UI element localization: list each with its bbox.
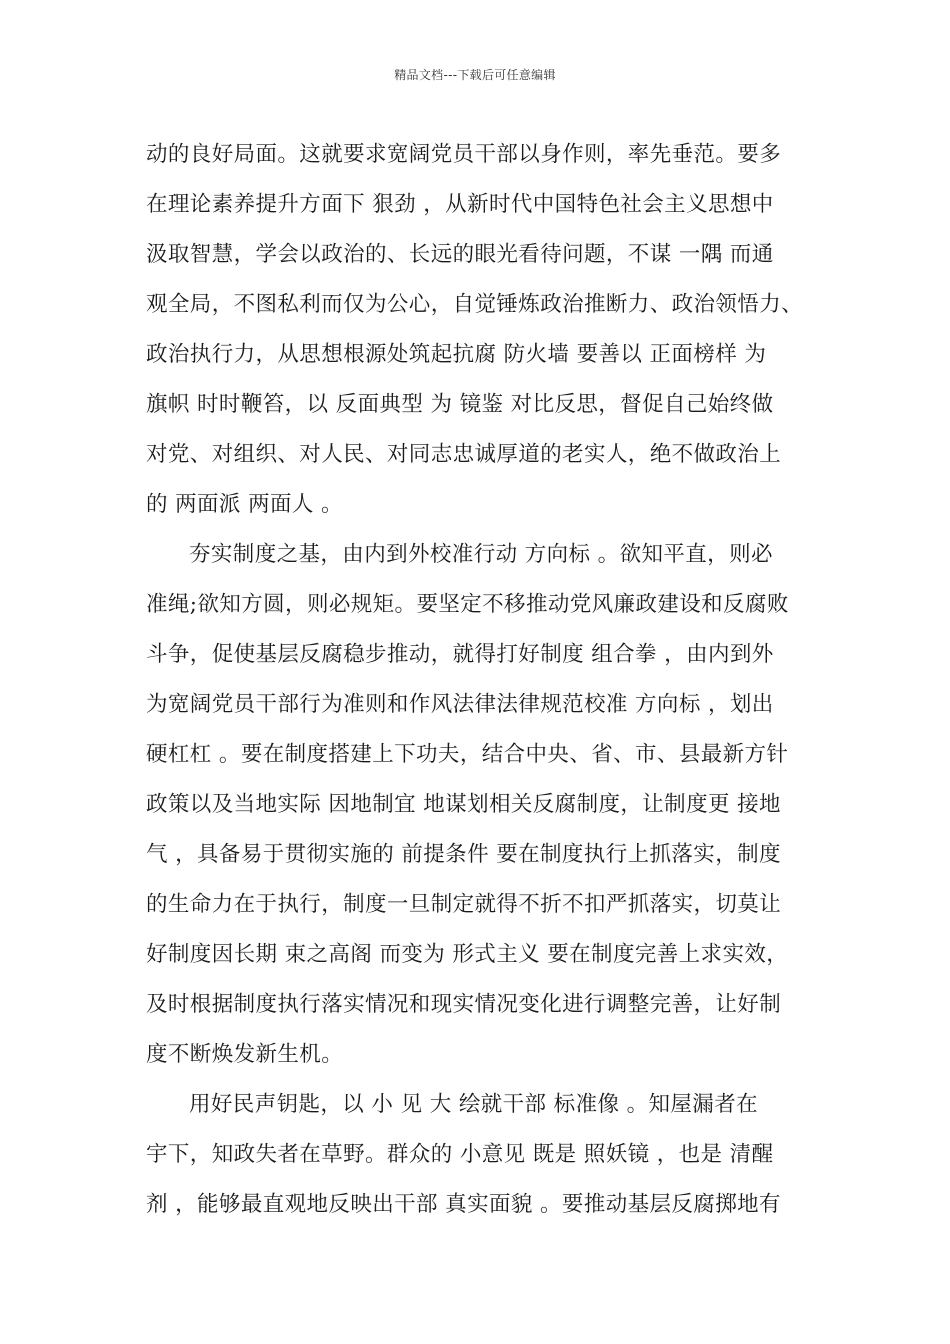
text-line: 为宽阔党员干部行为准则和作风法律法律规范校准 方向标 ，划出 [146,692,774,717]
text-line: 政治执行力，从思想根源处筑起抗腐 防火墙 要善以 正面榜样 为 [146,342,767,367]
text-line: 汲取智慧，学会以政治的、长远的眼光看待问题，不谋 一隅 而通 [146,242,774,267]
text-line: 及时根据制度执行落实情况和现实情况变化进行调整完善，让好制 [146,992,782,1017]
text-line: 好制度因长期 束之高阁 而变为 形式主义 要在制度完善上求实效， [146,942,789,967]
text-line: 在理论素养提升方面下 狠劲 ，从新时代中国特色社会主义思想中 [146,192,774,217]
text-line: 准绳;欲知方圆，则必规矩。要坚定不移推动党风廉政建设和反腐败 [146,592,789,617]
text-line: 对党、对组织、对人民、对同志忠诚厚道的老实人，绝不做政治上 [146,442,782,467]
page-header: 精品文档---下载后可任意编辑 [394,68,556,82]
text-line: 的 两面派 两面人 。 [146,492,343,517]
document-body [146,130,836,1230]
text-line: 硬杠杠 。要在制度搭建上下功夫，结合中央、省、市、县最新方针 [146,742,789,767]
text-line: 剂 ，能够最直观地反映出干部 真实面貌 。要推动基层反腐掷地有 [146,1192,781,1217]
text-line: 斗争，促使基层反腐稳步推动，就得打好制度 组合拳 ，由内到外 [146,642,774,667]
text-line: 度不断焕发新生机。 [146,1042,344,1067]
text-line: 动的良好局面。这就要求宽阔党员干部以身作则，率先垂范。要多 [146,142,782,167]
text-line: 政策以及当地实际 因地制宜 地谋划相关反腐制度，让制度更 接地 [146,792,781,817]
paragraph-first-line: 用好民声钥匙，以 小 见 大 绘就干部 标准像 。知屋漏者在 [189,1092,759,1117]
text-line: 观全局，不图私利而仅为公心，自觉锤炼政治推断力、政治领悟力、 [146,292,804,317]
text-line: 宇下，知政失者在草野。群众的 小意见 既是 照妖镜 ，也是 清醒 [146,1142,774,1167]
paragraph-first-line: 夯实制度之基，由内到外校准行动 方向标 。欲知平直，则必 [189,542,773,567]
text-line: 气 ，具备易于贯彻实施的 前提条件 要在制度执行上抓落实，制度 [146,842,781,867]
text-line: 的生命力在于执行，制度一旦制定就得不折不扣严抓落实，切莫让 [146,892,782,917]
text-line: 旗帜 时时鞭笞，以 反面典型 为 镜鉴 对比反思，督促自己始终做 [146,392,774,417]
